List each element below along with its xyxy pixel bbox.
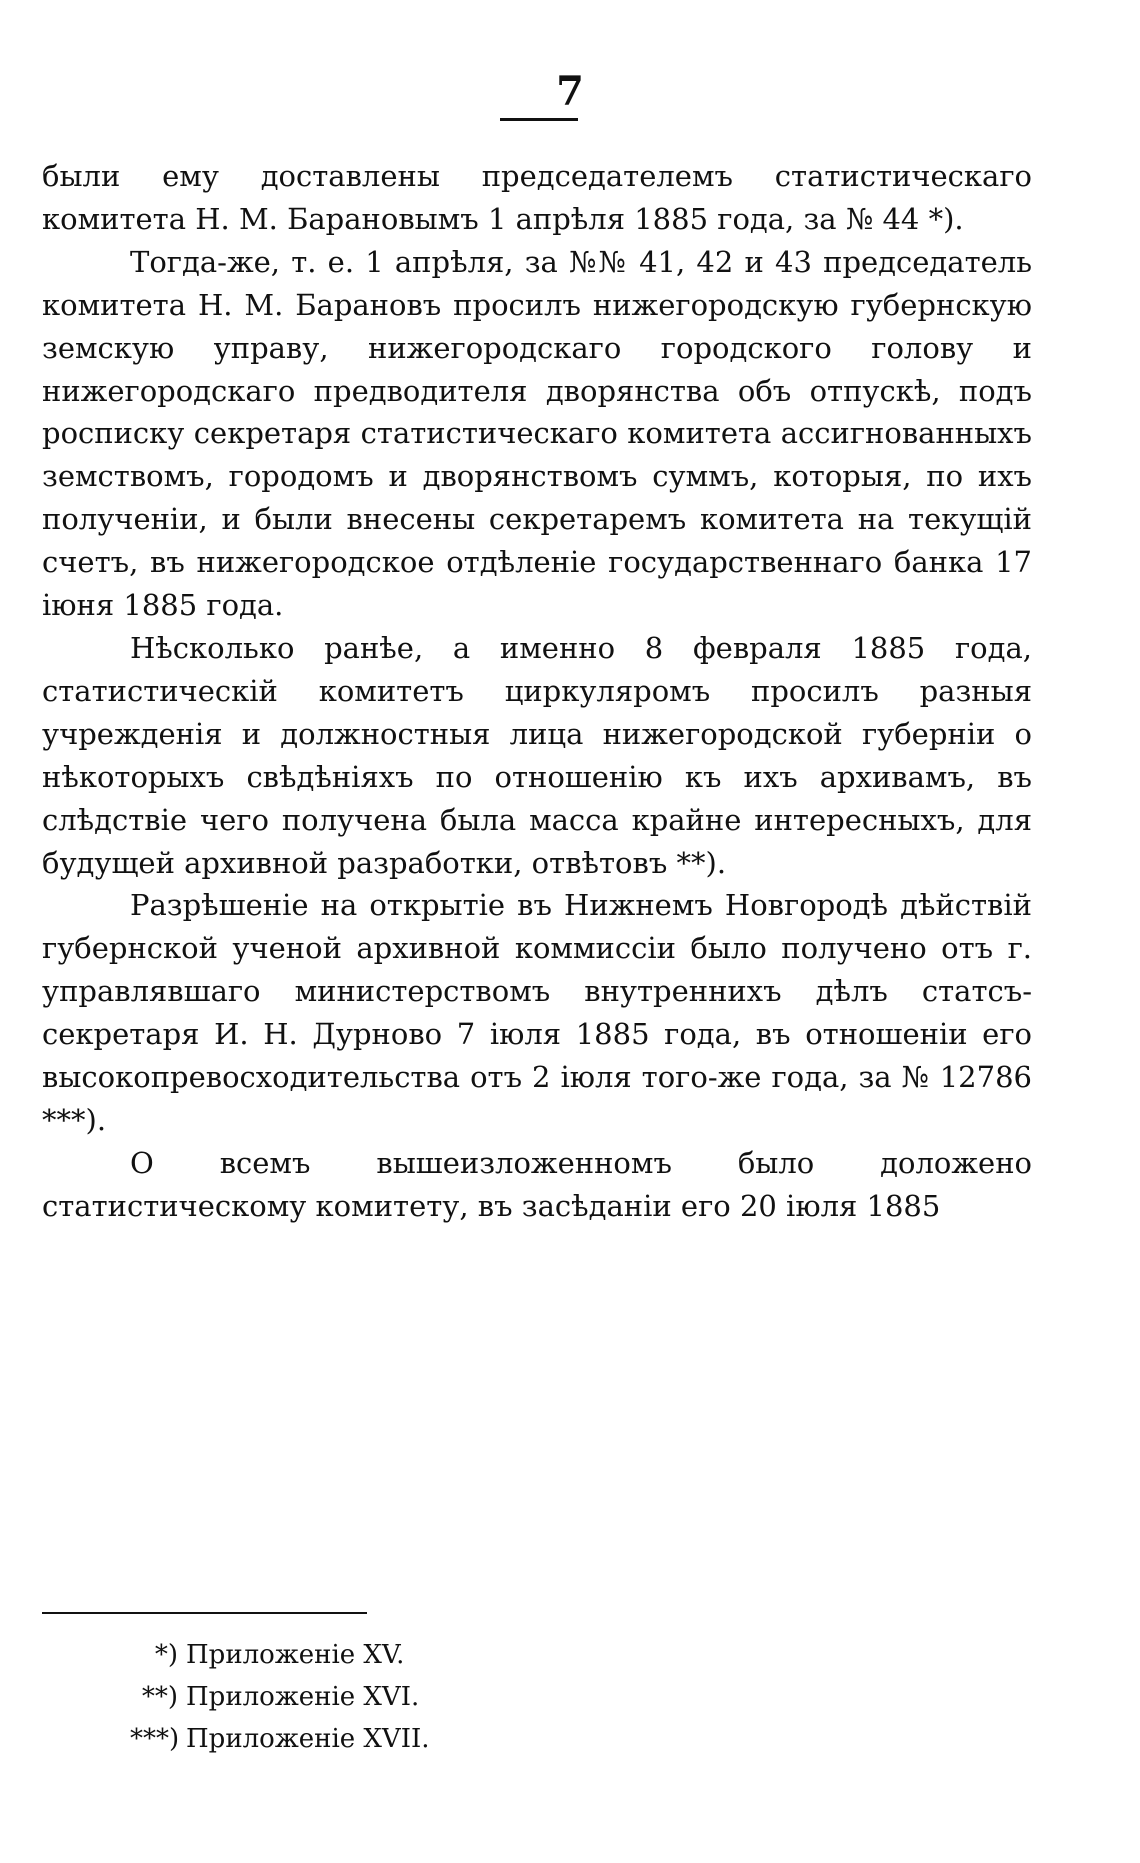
header-rule <box>500 118 578 121</box>
footnote-rule <box>42 1612 367 1614</box>
footnote-text: Приложеніе XVI. <box>186 1682 420 1712</box>
body-text <box>42 155 1032 1228</box>
footnote-mark: ***) <box>130 1724 180 1754</box>
footnote <box>130 1718 530 1760</box>
footnote-mark: *) <box>154 1640 178 1670</box>
footnote <box>130 1676 530 1718</box>
footnote-text: Приложеніе XVII. <box>186 1724 430 1754</box>
paragraph-circular: Нѣсколько ранѣе, а именно 8 февраля 1885 года, статистическій комитетъ циркуляромъ просилъ разныя учрежденія и должностныя лица нижегородской губерніи о нѣкоторыхъ свѣдѣніяхъ по отношенію къ ихъ архивамъ, въ слѣдствіе чего получена была масса крайне интересныхъ, для будущей архивной разработки, отвѣтовъ **). <box>42 630 1032 880</box>
footnotes <box>130 1634 530 1760</box>
footnote-mark: **) <box>141 1682 178 1712</box>
paragraph-continuation: были ему доставлены председателемъ статистическаго комитета Н. М. Барановымъ 1 апрѣля 1885 года, за № 44 *). <box>42 159 1032 236</box>
paragraph-funds-request: Тогда-же, т. е. 1 апрѣля, за №№ 41, 42 и 43 председатель комитета Н. М. Барановъ просилъ нижегородскую губернскую земскую управу, нижегородскаго городского голову и нижегородскаго предводителя дворянства объ отпускѣ, подъ росписку секретаря статистическаго комитета ассигнованныхъ земствомъ, городомъ и дворянствомъ суммъ, которыя, по ихъ полученіи, и были внесены секретаремъ комитета на текущій счетъ, въ нижегородское отдѣленіе государственнаго банка 17 іюня 1885 года. <box>42 244 1032 623</box>
paragraph-permission: Разрѣшеніе на открытіе въ Нижнемъ Новгородѣ дѣйствій губернской ученой архивной коммиссіи было получено отъ г. управлявшаго министерствомъ внутреннихъ дѣлъ статсъ-секретаря И. Н. Дурново 7 іюля 1885 года, въ отношеніи его высокопревосходительства отъ 2 іюля того-же года, за № 12786 ***). <box>42 888 1032 1137</box>
paragraph-report: О всемъ вышеизложенномъ было доложено статистическому комитету, въ засѣданіи его 20 іюля 1885 <box>42 1145 1032 1223</box>
footnote <box>130 1634 530 1676</box>
footnote-text: Приложеніе XV. <box>186 1640 405 1670</box>
page-number: 7 <box>556 68 584 115</box>
